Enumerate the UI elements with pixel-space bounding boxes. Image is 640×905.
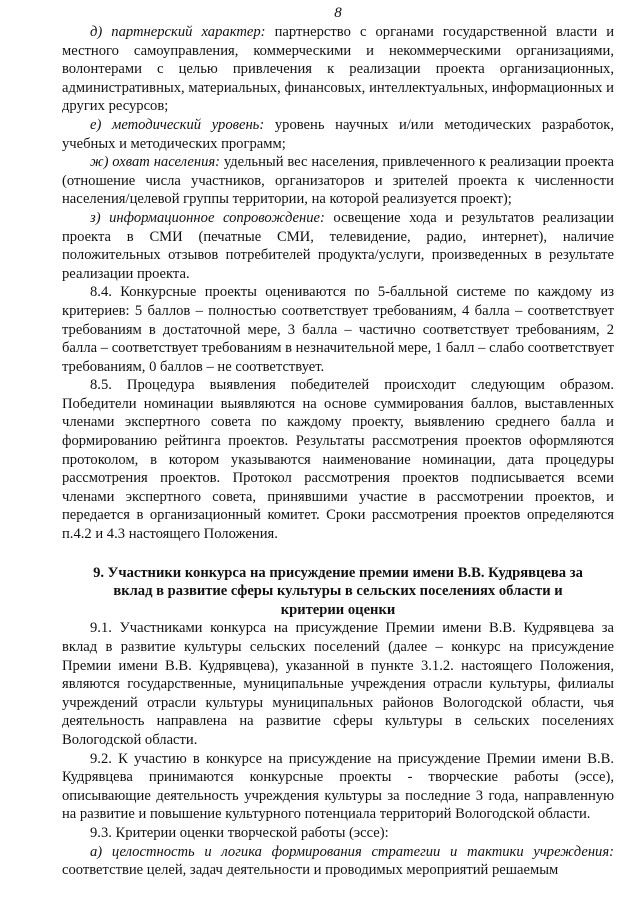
criterion-item-d [62, 23, 614, 116]
criterion-term: з) информационное сопровождение: [90, 209, 325, 226]
criterion-item-z [62, 209, 614, 283]
page-number: 8 [334, 5, 342, 21]
criterion-item-zh [62, 153, 614, 209]
criterion-term: а) целостность и логика формирования стратегии и тактики учреждения: [90, 843, 614, 860]
criterion-text: партнерство с органами государственной власти и местного самоуправления, коммерческими и некоммерческими организациями, волонтерами с целью привлечения к реализации проекта организационных, административных, материальных, финансовых, интеллектуальных, информационных и других ресурсов; [62, 24, 615, 115]
paragraph-9-2: 9.2. К участию в конкурсе на присуждение на присуждение Премии имени В.В. Кудрявцева принимаются конкурсные проекты - творческие работы (эссе), описывающие деятельность учреждения культуры за последние 3 года, направленную на развитие и повышение культурного потенциала территорий Вологодской области. [62, 750, 614, 823]
criterion-term: ж) охват населения: [90, 154, 221, 171]
criterion-item-a [62, 843, 614, 880]
criterion-text: освещение хода и результатов реализации проекта в СМИ (печатные СМИ, телевидение, радио, интернет), наличие положительных отзывов потребителей продукта/услуги, произведенных в результате реализации проекта. [62, 209, 614, 282]
paragraph-8-5: 8.5. Процедура выявления победителей происходит следующим образом. Победители номинации выявляются на основе суммирования баллов, выставленных членами экспертного совета по каждому проекту, выявлению среднего балла и формированию рейтинга проектов. Результаты рассмотрения проектов оформляются протоколом, в котором указываются наименование номинации, дата процедуры рассмотрения проектов. Протокол рассмотрения проектов подписывается всеми членами экспертного совета, принявшими участие в рассмотрении проектов, и передается в организационный комитет. Сроки рассмотрения проектов определяются п.4.2 и 4.3 настоящего Положения. [62, 377, 614, 543]
criterion-item-e [62, 116, 614, 153]
criterion-text: уровень научных и/или методических разработок, учебных и методических программ; [62, 116, 614, 152]
criterion-text: удельный вес населения, привлеченного к реализации проекта (отношение числа участников, организаторов и зрителей проекта к численности населения/целевой группы территории, на которой реализуется проект); [62, 154, 614, 208]
criterion-text: соответствие целей, задач деятельности и проводимых мероприятий решаемым [62, 862, 559, 879]
paragraph-9-1: 9.1. Участниками конкурса на присуждение Премии имени В.В. Кудрявцева за вклад в развитие культуры сельских поселений (далее – конкурс на присуждение Премии имени В.В. Кудрявцева), указанной в пункте 3.1.2. настоящего Положения, являются государственные, муниципальные учреждения отрасли культуры, филиалы учреждений отрасли культуры муниципальных районов Вологодской области, чья деятельность направлена на развитие сферы культуры в сельских поселениях Вологодской области. [62, 620, 614, 748]
criterion-term: д) партнерский характер: [90, 24, 266, 40]
paragraph-9-3: 9.3. Критерии оценки творческой работы (эссе): [90, 824, 389, 841]
section-heading-9: 9. Участники конкурса на присуждение премии имени В.В. Кудрявцева за вклад в развитие сферы культуры в сельских поселениях области и критерии оценки [93, 564, 583, 618]
criterion-term: е) методический уровень: [90, 116, 265, 133]
paragraph-8-4: 8.4. Конкурсные проекты оцениваются по 5-балльной системе по каждому из критериев: 5 баллов – полностью соответствует требованиям, 4 балла – соответствует требованиям в достаточной мере, 3 балла – частично соответствует требованиям, 2 балла – соответствует требованиям в незначительной мере, 1 балл – слабо соответствует требованиям, 0 баллов – не соответствует. [62, 284, 614, 375]
